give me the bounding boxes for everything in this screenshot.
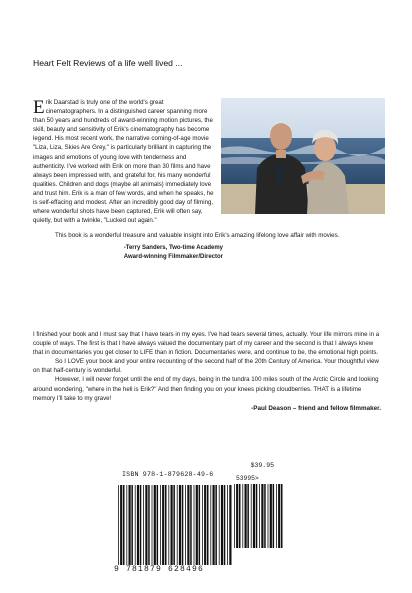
barcode-bar (229, 485, 231, 565)
price-label: $39.95 (250, 462, 274, 469)
beach-photo (221, 98, 385, 214)
barcode-bar (118, 485, 119, 565)
barcode-bar (239, 484, 241, 548)
barcode-bar (173, 485, 175, 565)
barcode-bar (256, 484, 257, 548)
isbn-number: ISBN 978-1-879628-49-6 (122, 471, 214, 478)
barcode-bar (123, 485, 125, 565)
barcode-bar (199, 485, 201, 565)
barcode-bar (154, 485, 156, 565)
barcode-bar (281, 484, 283, 548)
barcode-bar (168, 485, 169, 565)
barcode-bar (182, 485, 184, 565)
barcode-bar (145, 485, 147, 565)
barcode-bar (120, 485, 122, 565)
barcode-bar (143, 485, 144, 565)
barcode-bar (236, 484, 238, 548)
barcode-bar (194, 485, 195, 565)
barcode-bar (213, 485, 215, 565)
barcode-bar (126, 485, 127, 565)
barcode-bar (202, 485, 203, 565)
barcode-bar (219, 485, 220, 565)
barcode-bar (259, 484, 260, 548)
ean-barcode-bars (118, 485, 232, 565)
barcode-bar (162, 485, 164, 565)
barcode-bar (276, 484, 277, 548)
barcode-bar (253, 484, 255, 548)
barcode-bar (278, 484, 280, 548)
review2-signature: -Paul Deason – friend and fellow filmmaker. (251, 404, 381, 412)
barcode-bar (129, 485, 131, 565)
review1-body: rik Daarstad is truly one of the world's great cinematographers. In a distinguished career spanning more than 50 years and hundreds of award-winning motion pictures, the skill, beauty and sensitivity of Erik's cinematography has become legend. His most recent work, the narrative coming-of-age movie "Liza, Liza, Skies Are Grey," is particularly brilliant in capturing the images and emotions of young love with tenderness and authenticity. I've worked with Erik on more than 30 films and have always been impressed with, and grateful for, his many wonderful qualities. Children and dogs (maybe all animals) immediately love and trust him. Erik is a man of few words, and when he speaks, he is self-effacing and modest. After an incredibly good day of filming, where wonderful shots have been captured, Erik will often say, quietly, but with a twinkle, "Lucked out again." (33, 99, 214, 225)
barcode-bar (152, 485, 153, 565)
barcode-bar (135, 485, 136, 565)
review1-closing: This book is a wonderful treasure and valuable insight into Erik's amazing lifelong love affair with movies. (55, 232, 340, 240)
review1-signature (33, 244, 223, 261)
barcode-bar (160, 485, 161, 565)
review2-paragraph-2: So I LOVE your book and your entire recounting of the second half of the 20th Century of America. Your thoughtful view on that half-century is wonderful. (33, 358, 379, 375)
barcode-bar (140, 485, 142, 565)
review-terry-sanders (33, 98, 383, 261)
review-paul-deason (33, 330, 381, 413)
barcode-bar (221, 485, 223, 565)
barcode-bar (185, 485, 186, 565)
barcode-bar (171, 485, 173, 565)
barcode-bar (227, 485, 228, 565)
barcode-bar (242, 484, 243, 548)
barcode-bar (148, 485, 150, 565)
barcode-bar (215, 485, 217, 565)
barcode-bar (204, 485, 206, 565)
page-heading: Heart Felt Reviews of a life well lived ... (33, 58, 183, 68)
barcode-bar (177, 485, 178, 565)
barcode-bar (245, 484, 247, 548)
barcode-bar (251, 484, 252, 548)
barcode-bar (190, 485, 192, 565)
addon-barcode-bars (234, 484, 286, 548)
barcode-bar (131, 485, 133, 565)
barcode-bar (273, 484, 275, 548)
review2-paragraph-3: However, I will never forget until the end of my days, being in the tundra 100 miles south of the Arctic Circle and looking around wondering, "where in the hell is Erik?" And then finding you on your knees picking cloudberries. THAT is a lifetime memory I'll take to my grave! (33, 376, 379, 402)
barcode-bar (157, 485, 159, 565)
barcode-bar (264, 484, 266, 548)
addon-number: 53995> (236, 475, 259, 482)
barcode-bar (224, 485, 226, 565)
barcode-bar (207, 485, 209, 565)
barcode-bar (261, 484, 263, 548)
signature-name: -Terry Sanders, Two-time Academy (123, 245, 223, 252)
barcode-bar (268, 484, 269, 548)
barcode-bar (196, 485, 198, 565)
signature-title: Award-winning Filmmaker/Director (123, 253, 223, 260)
barcode-bar (234, 484, 235, 548)
isbn-barcode (112, 462, 294, 577)
barcode-bar (187, 485, 189, 565)
barcode-bar (210, 485, 211, 565)
ean-number: 9 781879 628496 (114, 565, 205, 574)
barcode-bar (270, 484, 272, 548)
barcode-bar (247, 484, 249, 548)
barcode-bar (137, 485, 139, 565)
barcode-bar (165, 485, 167, 565)
barcode-bar (179, 485, 181, 565)
review2-paragraph-1: I finished your book and I must say that I have tears in my eyes. I've had tears several times, actually. Your life mirrors mine in a couple of ways. The first is that I have always valued the documentary part of my career and the second is that I always knew that in documentaries you get closer to LIFE than in fiction. Documentaries were, and continue to be, the emotional high points. (33, 331, 380, 357)
drop-cap-letter: E (33, 97, 45, 118)
